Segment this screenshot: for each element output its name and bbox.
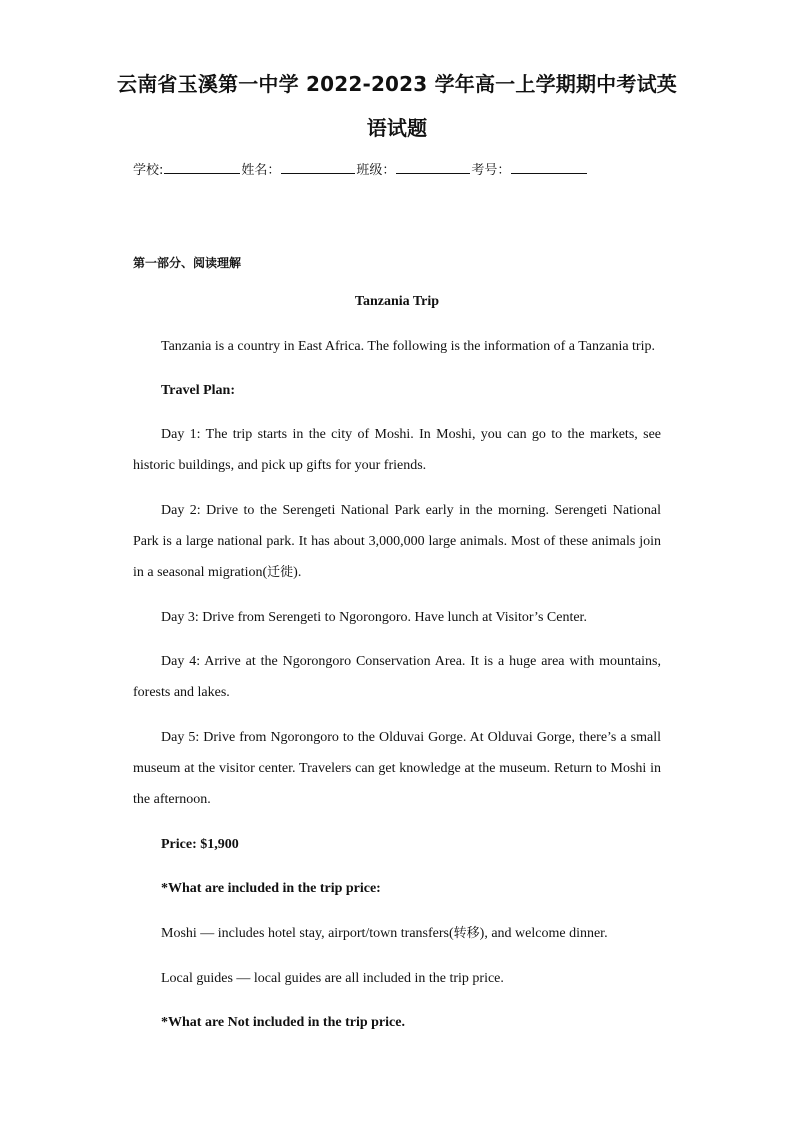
day1-paragraph: Day 1: The trip starts in the city of Moshi. In Moshi, you can go to the markets, see historic buildings, and pick up gifts for your friends. — [133, 427, 661, 473]
day5-paragraph: Day 5: Drive from Ngorongoro to the Olduvai Gorge. At Olduvai Gorge, there’s a small museum at the visitor center. Travelers can get knowledge at the museum. Return to Moshi in the afternoon. — [133, 730, 661, 807]
included-heading: *What are included in the trip price: — [161, 881, 381, 896]
day2-text: Day 2: Drive to the Serengeti National Park early in the morning. Serengeti National Park is a large national park. It has about 3,000,000 large animals. Most of these animals join in a seasonal migration( — [133, 503, 661, 580]
day2-text-end: ). — [293, 565, 302, 580]
local-guides-line: Local guides — local guides are all included in the trip price. — [161, 971, 504, 986]
moshi-included-line — [133, 918, 661, 949]
price-line: Price: $1,900 — [161, 837, 239, 852]
exam-title-line1: 云南省玉溪第一中学 2022-2023 学年高一上学期期中考试英 — [117, 72, 677, 96]
class-label: 班级： — [356, 163, 396, 178]
section-heading: 第一部分、阅读理解 — [133, 256, 242, 270]
moshi-chinese-gloss: 转移 — [453, 926, 480, 941]
travel-plan-heading: Travel Plan: — [161, 383, 236, 398]
school-label: 学校: — [133, 163, 164, 178]
exam-title-line2: 语试题 — [366, 116, 428, 140]
day2-chinese-gloss: 迁徙 — [267, 565, 294, 580]
student-info-row — [133, 159, 588, 178]
day2-paragraph — [133, 495, 661, 588]
class-blank[interactable] — [396, 159, 470, 174]
moshi-text-end: ), and welcome dinner. — [479, 926, 608, 941]
exam-number-label: 考号： — [471, 163, 511, 178]
day3-paragraph: Day 3: Drive from Serengeti to Ngorongoro. Have lunch at Visitor’s Center. — [161, 610, 587, 625]
not-included-heading: *What are Not included in the trip price. — [161, 1015, 405, 1030]
name-blank[interactable] — [281, 159, 355, 174]
school-blank[interactable] — [164, 159, 240, 174]
name-label: 姓名： — [241, 163, 281, 178]
exam-number-blank[interactable] — [511, 159, 587, 174]
day4-paragraph: Day 4: Arrive at the Ngorongoro Conservation Area. It is a huge area with mountains, forests and lakes. — [133, 654, 661, 700]
passage-title: Tanzania Trip — [354, 294, 440, 309]
passage-intro: Tanzania is a country in East Africa. The following is the information of a Tanzania trip. — [161, 339, 655, 354]
moshi-text: Moshi — includes hotel stay, airport/town transfers( — [161, 926, 454, 941]
